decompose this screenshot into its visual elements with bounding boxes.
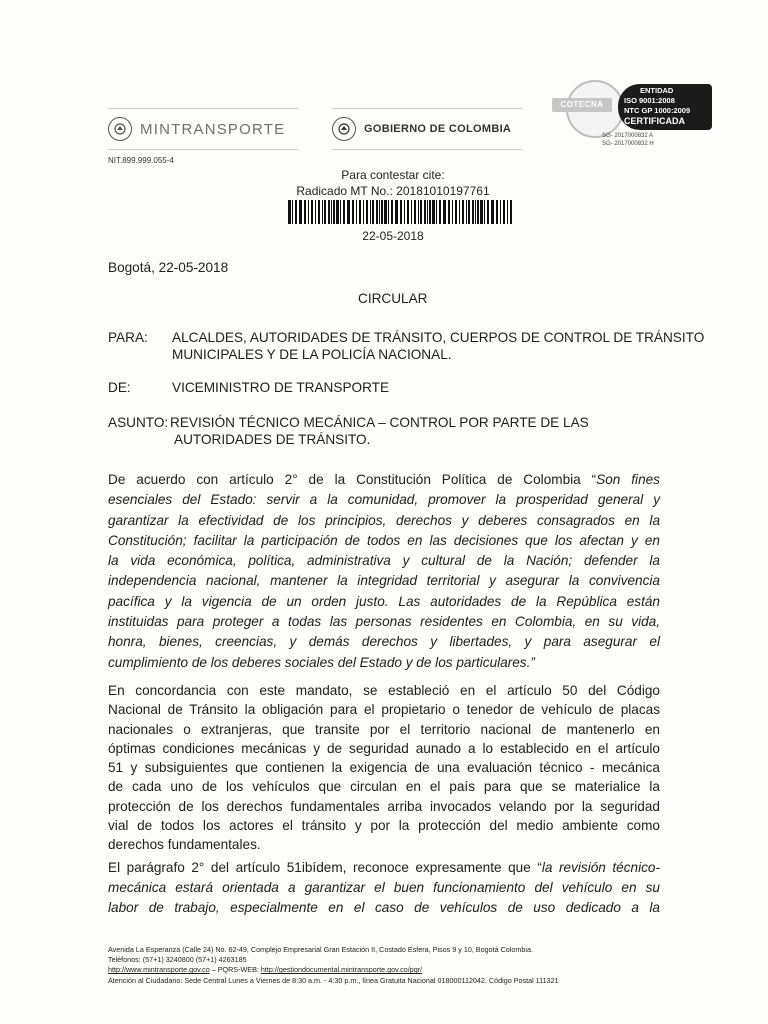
paragraph-1 [108,472,660,675]
paragraph-2 [108,683,660,857]
certification-codes [602,132,654,148]
para-label: PARA: [108,330,148,345]
de-value: VICEMINISTRO DE TRANSPORTE [172,380,390,395]
paragraph-1-line: pacífica y la vigencia de un orden justo. Las autoridades de la República están [108,593,660,609]
para-line-1: ALCALDES, AUTORIDADES DE TRÁNSITO, CUERPOS DE CONTROL DE TRÁNSITO [172,330,705,345]
cotecna-logo: COTECNA [552,98,612,112]
paragraph-3-line: mecánica estará orientada a garantizar el buen funcionamiento del vehículo en su [108,880,660,895]
asunto-line-1: REVISIÓN TÉCNICO MECÁNICA – CONTROL POR PARTE DE LAS [170,415,589,430]
cert-iso: ISO 9001:2008 [624,96,675,105]
de-label: DE: [108,380,131,395]
paragraph-2-line: nacionales o extranjeras, que transite por el territorio nacional de mantenerlo en [108,721,660,737]
footer-pqrs-link[interactable]: http://gestiondocumental.mintransporte.gov.co/pqr/ [260,965,423,974]
footer-links [108,965,422,974]
asunto-line-2: AUTORIDADES DE TRÁNSITO. [174,432,371,447]
paragraph-2-line: derechos fundamentales. [108,837,261,853]
barcode [286,200,514,224]
paragraph-2-line: vial de todos los actores el tránsito y por la protección del medio ambiente como [108,818,660,834]
paragraph-2-line: Nacional de Tránsito la obligación para el propietario o tenedor de vehículo de placas [108,702,660,718]
paragraph-3-line: labor de trabajo, especialmente en el caso de vehículos de uso dedicado a la [108,900,660,915]
paragraph-1-line: independencia nacional, mantener la integridad territorial y asegurar la convivencia [108,573,660,589]
radicado-cite-label: Para contestar cite: [341,168,445,182]
paragraph-1-intro: De acuerdo con artículo 2° de la Constitución Política de Colombia “ [108,472,597,487]
circular-title: CIRCULAR [358,291,428,306]
paragraph-1-line: Constitución; facilitar la participación de todos en las decisiones que los afectan y en [108,532,660,548]
paragraph-3-quote-start: la revisión técnico- [541,860,660,875]
cert-certificada: CERTIFICADA [624,116,685,126]
footer-address: Avenida La Esperanza (Calle 24) No. 62-49, Complejo Empresarial Gran Estación II, Costado Esfera, Pisos 9 y 10, Bogotá Colombia. [108,945,533,954]
paragraph-3-intro: El parágrafo 2° del artículo 51ibídem, reconoce expresamente que “ [108,860,542,875]
footer-pqrs-label: – PQRS-WEB: [209,965,261,974]
paragraph-1-line [108,472,660,492]
cert-code-1: SG- 2017000832 A [602,133,654,139]
gobierno-logo-text: GOBIERNO DE COLOMBIA [364,123,512,135]
footer-attention: Atención al Ciudadano: Sede Central Lunes a Viernes de 8:30 a.m. - 4:30 p.m., línea Gratuita Nacional 018000112042. Código Postal 111321 [108,976,559,985]
paragraph-1-line: instituidas para proteger a todas las personas residentes en Colombia, en su vida, [108,614,660,630]
certification-badge [552,80,714,132]
paragraph-2-line: protección de los derechos fundamentales arriba invocados velando por la seguridad [108,798,660,814]
paragraph-1-line: la vida económica, política, administrativa y cultural de la Nación; defender la [108,553,660,569]
mintransporte-logo [108,108,298,150]
paragraph-2-line: 51 y subsiguientes que contienen la exigencia de una evaluación técnico - mecánica [108,760,660,776]
footer-website-link[interactable]: http://www.mintransporte.gov.co [108,965,210,974]
paragraph-1-line: garantizar la efectividad de los principios, derechos y deberes consagrados en la [108,512,660,528]
mintransporte-logo-text: MINTRANSPORTE [140,120,286,138]
footer-phones: Teléfonos: (57+1) 3240800 (57+1) 4263185 [108,955,247,964]
cert-entidad: ENTIDAD [640,86,674,95]
paragraph-1-line: esenciales del Estado: servir a la comunidad, promover la prosperidad general y [108,492,660,508]
gobierno-logo [332,108,522,150]
paragraph-3 [108,860,660,920]
nit-number: NIT.899.999.055-4 [108,156,174,165]
paragraph-1-quote-start: Son fines [596,472,660,487]
paragraph-2-line: de cada uno de los vehículos que circulan en el país para que se materialice la [108,779,660,795]
colombia-seal-icon [108,117,132,141]
radicado-date: 22-05-2018 [362,229,424,243]
radicado-number: Radicado MT No.: 20181010197761 [296,184,490,198]
paragraph-1-line: honra, bienes, creencias, y demás derechos y libertades, y para asegurar el [108,634,660,650]
cert-code-2: SG- 2017000832 H [602,141,654,147]
asunto-label: ASUNTO: [108,415,169,430]
paragraph-2-line: En concordancia con este mandato, se estableció en el artículo 50 del Código [108,683,660,698]
colombia-seal-icon [332,117,356,141]
paragraph-1-line: cumplimiento de los deberes sociales del Estado y de los particulares.” [108,654,535,670]
paragraph-2-line: óptimas condiciones mecánicas y de seguridad aunado a lo establecido en el artículo [108,740,660,756]
para-line-2: MUNICIPALES Y DE LA POLICÍA NACIONAL. [172,347,452,362]
paragraph-3-line [108,860,660,880]
cert-ntc: NTC GP 1000:2009 [624,106,691,115]
place-date: Bogotá, 22-05-2018 [108,260,229,275]
